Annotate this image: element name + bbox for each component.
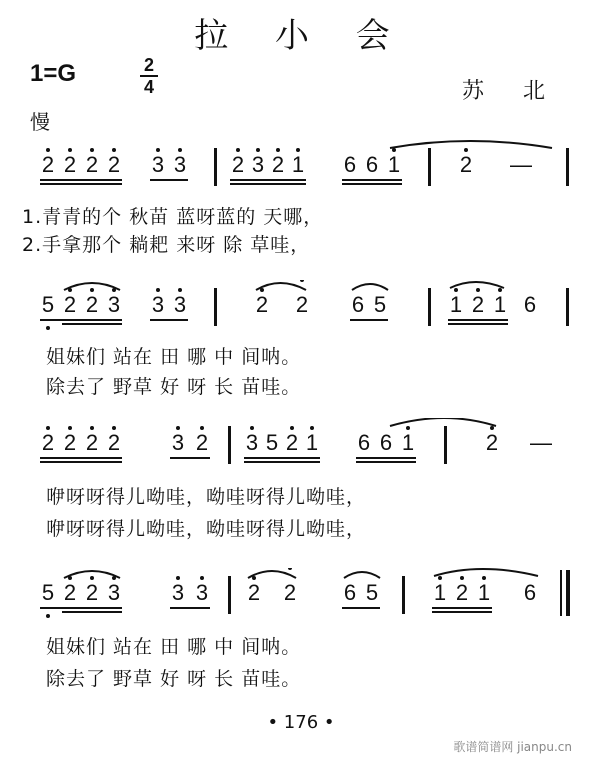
watermark: 歌谱简谱网 jianpu.cn <box>453 740 572 754</box>
note: 2 <box>455 580 469 605</box>
lyric-line: 除去了 野草 好 呀 长 苗哇。 <box>46 668 302 690</box>
note: 2 <box>41 430 55 455</box>
note: 6 <box>379 430 393 455</box>
note: 2 <box>41 152 55 177</box>
page-number: • 176 • <box>267 712 335 733</box>
note: 1 <box>493 292 507 317</box>
note: 2 <box>107 152 121 177</box>
note: 1 <box>433 580 447 605</box>
tempo-marking: 慢 <box>30 110 50 134</box>
note: 3 <box>173 292 187 317</box>
note: 1 <box>291 152 305 177</box>
note: 6 <box>357 430 371 455</box>
note: 1 <box>477 580 491 605</box>
note: 2 <box>247 580 261 605</box>
note: 5 <box>373 292 387 317</box>
note: 3 <box>173 152 187 177</box>
note: 3 <box>151 152 165 177</box>
note: 2 <box>471 292 485 317</box>
note: 3 <box>107 292 121 317</box>
song-origin: 苏 北 <box>462 79 561 104</box>
note: 6 <box>523 580 537 605</box>
note: 2 <box>85 580 99 605</box>
note: 3 <box>251 152 265 177</box>
note: 2 <box>63 430 77 455</box>
note: 1 <box>449 292 463 317</box>
time-denominator: 4 <box>143 77 154 97</box>
lyric-line: 咿呀呀得儿呦哇，呦哇呀得儿呦哇， <box>46 518 367 540</box>
note: — <box>510 152 532 177</box>
note: 2 <box>283 580 297 605</box>
note: 2 <box>271 152 285 177</box>
note: 5 <box>265 430 279 455</box>
note: 1 <box>401 430 415 455</box>
time-numerator: 2 <box>143 55 154 75</box>
note: — <box>530 430 552 455</box>
note: 3 <box>195 580 209 605</box>
note: 2 <box>85 152 99 177</box>
note: 3 <box>151 292 165 317</box>
note: 2 <box>63 292 77 317</box>
note: 5 <box>41 580 55 605</box>
note: 1 <box>305 430 319 455</box>
lyric-line: 咿呀呀得儿呦哇，呦哇呀得儿呦哇， <box>46 486 367 508</box>
note: 3 <box>171 580 185 605</box>
key-signature: 1=G <box>30 60 77 87</box>
note: 6 <box>343 580 357 605</box>
note: 2 <box>195 430 209 455</box>
lyric-line: 除去了 野草 好 呀 长 苗哇。 <box>46 376 302 398</box>
note: 2 <box>295 292 309 317</box>
lyric-line: 姐妹们 站在 田 哪 中 间呐。 <box>46 346 302 368</box>
note: 2 <box>85 430 99 455</box>
note: 3 <box>171 430 185 455</box>
note: 2 <box>107 430 121 455</box>
note: 2 <box>85 292 99 317</box>
note: 2 <box>459 152 473 177</box>
lyric-line: 1.青青的个 秋苗 蓝呀蓝的 天哪， <box>22 206 324 228</box>
note: 2 <box>63 580 77 605</box>
note: 2 <box>63 152 77 177</box>
note: 5 <box>365 580 379 605</box>
lyric-line: 2.手拿那个 耥耙 来呀 除 草哇， <box>22 234 311 256</box>
note: 1 <box>387 152 401 177</box>
note: 3 <box>107 580 121 605</box>
note: 6 <box>365 152 379 177</box>
note: 6 <box>351 292 365 317</box>
note: 6 <box>343 152 357 177</box>
note: 2 <box>231 152 245 177</box>
note: 3 <box>245 430 259 455</box>
note: 2 <box>285 430 299 455</box>
note: 6 <box>523 292 537 317</box>
note: 2 <box>485 430 499 455</box>
lyric-line: 姐妹们 站在 田 哪 中 间呐。 <box>46 636 302 658</box>
note: 2 <box>255 292 269 317</box>
time-signature <box>140 56 158 96</box>
note: 5 <box>41 292 55 317</box>
song-title: 拉 小 会 <box>194 16 408 56</box>
